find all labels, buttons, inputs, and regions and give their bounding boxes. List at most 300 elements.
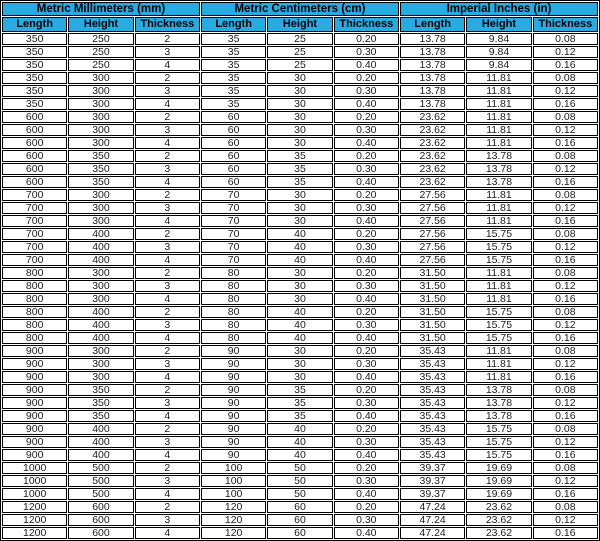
cell: 0.40 bbox=[334, 332, 399, 344]
cell: 35 bbox=[267, 397, 332, 409]
cell: 2 bbox=[135, 423, 200, 435]
cell: 0.16 bbox=[533, 254, 598, 266]
cell: 90 bbox=[201, 371, 266, 383]
cell: 3 bbox=[135, 358, 200, 370]
table-row bbox=[2, 33, 598, 45]
table-row bbox=[2, 384, 598, 396]
cell: 2 bbox=[135, 267, 200, 279]
cell: 0.20 bbox=[334, 150, 399, 162]
cell: 15.75 bbox=[466, 423, 531, 435]
cell: 90 bbox=[201, 436, 266, 448]
cell: 30 bbox=[267, 267, 332, 279]
table-row bbox=[2, 215, 598, 227]
cell: 0.16 bbox=[533, 137, 598, 149]
column-header-length-mm: Length bbox=[2, 17, 67, 32]
group-header-imperial-in: Imperial Inches (in) bbox=[400, 2, 598, 16]
column-header-thickness-mm: Thickness bbox=[135, 17, 200, 32]
column-header-thickness-cm: Thickness bbox=[334, 17, 399, 32]
cell: 13.78 bbox=[400, 85, 465, 97]
cell: 0.40 bbox=[334, 254, 399, 266]
cell: 300 bbox=[68, 202, 133, 214]
cell: 0.30 bbox=[334, 241, 399, 253]
cell: 15.75 bbox=[466, 254, 531, 266]
cell: 900 bbox=[2, 371, 67, 383]
cell: 11.81 bbox=[466, 98, 531, 110]
cell: 0.40 bbox=[334, 449, 399, 461]
cell: 39.37 bbox=[400, 462, 465, 474]
cell: 11.81 bbox=[466, 189, 531, 201]
cell: 600 bbox=[68, 527, 133, 539]
cell: 100 bbox=[201, 475, 266, 487]
cell: 60 bbox=[201, 111, 266, 123]
table-row bbox=[2, 176, 598, 188]
cell: 80 bbox=[201, 319, 266, 331]
table-row bbox=[2, 475, 598, 487]
cell: 0.12 bbox=[533, 85, 598, 97]
cell: 15.75 bbox=[466, 436, 531, 448]
cell: 300 bbox=[68, 189, 133, 201]
cell: 2 bbox=[135, 462, 200, 474]
cell: 0.40 bbox=[334, 527, 399, 539]
cell: 40 bbox=[267, 306, 332, 318]
cell: 35.43 bbox=[400, 410, 465, 422]
cell: 80 bbox=[201, 280, 266, 292]
cell: 40 bbox=[267, 254, 332, 266]
cell: 0.12 bbox=[533, 475, 598, 487]
cell: 4 bbox=[135, 488, 200, 500]
cell: 11.81 bbox=[466, 345, 531, 357]
cell: 300 bbox=[68, 267, 133, 279]
cell: 0.08 bbox=[533, 267, 598, 279]
cell: 35.43 bbox=[400, 345, 465, 357]
cell: 2 bbox=[135, 228, 200, 240]
cell: 600 bbox=[2, 150, 67, 162]
cell: 900 bbox=[2, 423, 67, 435]
table-row bbox=[2, 98, 598, 110]
cell: 800 bbox=[2, 267, 67, 279]
table-row bbox=[2, 202, 598, 214]
cell: 13.78 bbox=[466, 150, 531, 162]
cell: 70 bbox=[201, 228, 266, 240]
cell: 19.69 bbox=[466, 462, 531, 474]
cell: 0.20 bbox=[334, 423, 399, 435]
cell: 35 bbox=[201, 85, 266, 97]
cell: 23.62 bbox=[466, 527, 531, 539]
cell: 23.62 bbox=[400, 137, 465, 149]
cell: 0.30 bbox=[334, 280, 399, 292]
cell: 11.81 bbox=[466, 358, 531, 370]
cell: 0.12 bbox=[533, 124, 598, 136]
cell: 90 bbox=[201, 345, 266, 357]
cell: 500 bbox=[68, 488, 133, 500]
cell: 2 bbox=[135, 501, 200, 513]
cell: 900 bbox=[2, 449, 67, 461]
cell: 0.40 bbox=[334, 488, 399, 500]
table-row bbox=[2, 85, 598, 97]
cell: 0.12 bbox=[533, 163, 598, 175]
cell: 30 bbox=[267, 98, 332, 110]
cell: 31.50 bbox=[400, 319, 465, 331]
cell: 2 bbox=[135, 33, 200, 45]
cell: 25 bbox=[267, 33, 332, 45]
column-header-height-mm: Height bbox=[68, 17, 133, 32]
cell: 0.08 bbox=[533, 33, 598, 45]
cell: 30 bbox=[267, 358, 332, 370]
cell: 0.20 bbox=[334, 501, 399, 513]
table-row bbox=[2, 241, 598, 253]
cell: 47.24 bbox=[400, 527, 465, 539]
table-row bbox=[2, 72, 598, 84]
cell: 13.78 bbox=[466, 384, 531, 396]
cell: 900 bbox=[2, 436, 67, 448]
cell: 11.81 bbox=[466, 72, 531, 84]
cell: 0.12 bbox=[533, 436, 598, 448]
cell: 35 bbox=[267, 163, 332, 175]
cell: 300 bbox=[68, 124, 133, 136]
cell: 15.75 bbox=[466, 228, 531, 240]
cell: 350 bbox=[68, 384, 133, 396]
cell: 30 bbox=[267, 111, 332, 123]
cell: 400 bbox=[68, 319, 133, 331]
cell: 250 bbox=[68, 46, 133, 58]
cell: 3 bbox=[135, 124, 200, 136]
cell: 400 bbox=[68, 241, 133, 253]
cell: 300 bbox=[68, 293, 133, 305]
cell: 30 bbox=[267, 85, 332, 97]
cell: 300 bbox=[68, 137, 133, 149]
cell: 30 bbox=[267, 137, 332, 149]
cell: 30 bbox=[267, 345, 332, 357]
cell: 11.81 bbox=[466, 124, 531, 136]
cell: 40 bbox=[267, 228, 332, 240]
cell: 700 bbox=[2, 254, 67, 266]
cell: 300 bbox=[68, 280, 133, 292]
cell: 350 bbox=[68, 176, 133, 188]
cell: 13.78 bbox=[466, 397, 531, 409]
cell: 15.75 bbox=[466, 449, 531, 461]
cell: 11.81 bbox=[466, 371, 531, 383]
cell: 800 bbox=[2, 280, 67, 292]
cell: 400 bbox=[68, 306, 133, 318]
cell: 31.50 bbox=[400, 293, 465, 305]
cell: 0.16 bbox=[533, 371, 598, 383]
cell: 0.08 bbox=[533, 384, 598, 396]
cell: 9.84 bbox=[466, 59, 531, 71]
cell: 35.43 bbox=[400, 397, 465, 409]
cell: 0.40 bbox=[334, 293, 399, 305]
cell: 30 bbox=[267, 215, 332, 227]
cell: 400 bbox=[68, 436, 133, 448]
cell: 13.78 bbox=[400, 59, 465, 71]
cell: 300 bbox=[68, 215, 133, 227]
table-row bbox=[2, 111, 598, 123]
cell: 700 bbox=[2, 202, 67, 214]
cell: 350 bbox=[68, 397, 133, 409]
cell: 350 bbox=[68, 163, 133, 175]
cell: 23.62 bbox=[400, 150, 465, 162]
table-body bbox=[2, 33, 598, 539]
cell: 4 bbox=[135, 332, 200, 344]
cell: 0.16 bbox=[533, 293, 598, 305]
cell: 1000 bbox=[2, 462, 67, 474]
table-row bbox=[2, 306, 598, 318]
cell: 0.08 bbox=[533, 111, 598, 123]
cell: 0.08 bbox=[533, 462, 598, 474]
table-row bbox=[2, 124, 598, 136]
table-head bbox=[2, 2, 598, 32]
cell: 250 bbox=[68, 59, 133, 71]
cell: 35.43 bbox=[400, 384, 465, 396]
cell: 350 bbox=[2, 59, 67, 71]
cell: 300 bbox=[68, 111, 133, 123]
cell: 350 bbox=[68, 150, 133, 162]
cell: 300 bbox=[68, 371, 133, 383]
cell: 30 bbox=[267, 371, 332, 383]
cell: 4 bbox=[135, 410, 200, 422]
cell: 600 bbox=[2, 137, 67, 149]
cell: 23.62 bbox=[400, 124, 465, 136]
cell: 0.20 bbox=[334, 72, 399, 84]
table-row bbox=[2, 293, 598, 305]
cell: 0.40 bbox=[334, 410, 399, 422]
table-row bbox=[2, 436, 598, 448]
cell: 90 bbox=[201, 449, 266, 461]
cell: 0.30 bbox=[334, 475, 399, 487]
table-row bbox=[2, 449, 598, 461]
column-header-row bbox=[2, 17, 598, 32]
cell: 23.62 bbox=[466, 501, 531, 513]
cell: 700 bbox=[2, 189, 67, 201]
cell: 2 bbox=[135, 306, 200, 318]
cell: 3 bbox=[135, 319, 200, 331]
cell: 35.43 bbox=[400, 436, 465, 448]
cell: 0.12 bbox=[533, 46, 598, 58]
cell: 15.75 bbox=[466, 306, 531, 318]
cell: 4 bbox=[135, 137, 200, 149]
table-row bbox=[2, 228, 598, 240]
cell: 3 bbox=[135, 280, 200, 292]
cell: 90 bbox=[201, 410, 266, 422]
cell: 40 bbox=[267, 449, 332, 461]
cell: 120 bbox=[201, 527, 266, 539]
cell: 31.50 bbox=[400, 280, 465, 292]
cell: 4 bbox=[135, 449, 200, 461]
cell: 0.30 bbox=[334, 202, 399, 214]
cell: 90 bbox=[201, 397, 266, 409]
cell: 0.40 bbox=[334, 371, 399, 383]
table-row bbox=[2, 267, 598, 279]
cell: 0.30 bbox=[334, 514, 399, 526]
cell: 120 bbox=[201, 501, 266, 513]
cell: 0.20 bbox=[334, 384, 399, 396]
cell: 700 bbox=[2, 228, 67, 240]
cell: 0.20 bbox=[334, 306, 399, 318]
cell: 70 bbox=[201, 189, 266, 201]
cell: 0.16 bbox=[533, 332, 598, 344]
cell: 300 bbox=[68, 72, 133, 84]
table-row bbox=[2, 59, 598, 71]
cell: 35 bbox=[201, 59, 266, 71]
cell: 11.81 bbox=[466, 111, 531, 123]
cell: 40 bbox=[267, 332, 332, 344]
cell: 15.75 bbox=[466, 241, 531, 253]
cell: 11.81 bbox=[466, 267, 531, 279]
table-row bbox=[2, 280, 598, 292]
cell: 2 bbox=[135, 345, 200, 357]
cell: 50 bbox=[267, 462, 332, 474]
cell: 1200 bbox=[2, 501, 67, 513]
cell: 3 bbox=[135, 475, 200, 487]
cell: 30 bbox=[267, 189, 332, 201]
table-row bbox=[2, 501, 598, 513]
cell: 4 bbox=[135, 59, 200, 71]
column-header-thickness-in: Thickness bbox=[533, 17, 598, 32]
column-header-length-in: Length bbox=[400, 17, 465, 32]
cell: 0.08 bbox=[533, 501, 598, 513]
cell: 350 bbox=[2, 72, 67, 84]
cell: 2 bbox=[135, 189, 200, 201]
cell: 90 bbox=[201, 358, 266, 370]
cell: 3 bbox=[135, 46, 200, 58]
cell: 0.30 bbox=[334, 124, 399, 136]
cell: 0.08 bbox=[533, 306, 598, 318]
cell: 100 bbox=[201, 488, 266, 500]
cell: 60 bbox=[201, 150, 266, 162]
cell: 350 bbox=[2, 33, 67, 45]
cell: 800 bbox=[2, 319, 67, 331]
cell: 13.78 bbox=[400, 72, 465, 84]
cell: 27.56 bbox=[400, 189, 465, 201]
cell: 30 bbox=[267, 124, 332, 136]
cell: 39.37 bbox=[400, 475, 465, 487]
cell: 31.50 bbox=[400, 267, 465, 279]
cell: 0.12 bbox=[533, 241, 598, 253]
cell: 0.16 bbox=[533, 410, 598, 422]
cell: 600 bbox=[2, 124, 67, 136]
cell: 27.56 bbox=[400, 228, 465, 240]
cell: 80 bbox=[201, 267, 266, 279]
cell: 0.16 bbox=[533, 215, 598, 227]
column-header-length-cm: Length bbox=[201, 17, 266, 32]
cell: 50 bbox=[267, 488, 332, 500]
cell: 4 bbox=[135, 98, 200, 110]
cell: 0.40 bbox=[334, 137, 399, 149]
cell: 2 bbox=[135, 150, 200, 162]
cell: 0.20 bbox=[334, 189, 399, 201]
table-row bbox=[2, 358, 598, 370]
cell: 70 bbox=[201, 202, 266, 214]
table-row bbox=[2, 163, 598, 175]
cell: 60 bbox=[201, 176, 266, 188]
cell: 35 bbox=[201, 46, 266, 58]
cell: 0.12 bbox=[533, 319, 598, 331]
cell: 900 bbox=[2, 345, 67, 357]
cell: 1000 bbox=[2, 475, 67, 487]
cell: 15.75 bbox=[466, 332, 531, 344]
cell: 0.12 bbox=[533, 358, 598, 370]
cell: 0.40 bbox=[334, 176, 399, 188]
cell: 400 bbox=[68, 254, 133, 266]
cell: 1000 bbox=[2, 488, 67, 500]
cell: 350 bbox=[2, 85, 67, 97]
table-row bbox=[2, 527, 598, 539]
cell: 300 bbox=[68, 98, 133, 110]
cell: 0.08 bbox=[533, 423, 598, 435]
cell: 25 bbox=[267, 46, 332, 58]
cell: 35.43 bbox=[400, 371, 465, 383]
cell: 0.20 bbox=[334, 345, 399, 357]
group-header-row bbox=[2, 2, 598, 16]
cell: 0.16 bbox=[533, 98, 598, 110]
cell: 40 bbox=[267, 436, 332, 448]
cell: 70 bbox=[201, 241, 266, 253]
cell: 350 bbox=[68, 410, 133, 422]
cell: 800 bbox=[2, 293, 67, 305]
cell: 30 bbox=[267, 202, 332, 214]
cell: 900 bbox=[2, 397, 67, 409]
cell: 900 bbox=[2, 410, 67, 422]
cell: 60 bbox=[201, 124, 266, 136]
cell: 300 bbox=[68, 358, 133, 370]
cell: 0.08 bbox=[533, 345, 598, 357]
cell: 70 bbox=[201, 215, 266, 227]
table-row bbox=[2, 397, 598, 409]
cell: 2 bbox=[135, 72, 200, 84]
cell: 60 bbox=[267, 501, 332, 513]
cell: 4 bbox=[135, 215, 200, 227]
cell: 35.43 bbox=[400, 358, 465, 370]
cell: 40 bbox=[267, 241, 332, 253]
cell: 11.81 bbox=[466, 293, 531, 305]
cell: 13.78 bbox=[466, 410, 531, 422]
cell: 60 bbox=[201, 163, 266, 175]
cell: 0.16 bbox=[533, 527, 598, 539]
table-row bbox=[2, 345, 598, 357]
cell: 90 bbox=[201, 423, 266, 435]
table-row bbox=[2, 46, 598, 58]
cell: 300 bbox=[68, 345, 133, 357]
cell: 0.20 bbox=[334, 228, 399, 240]
cell: 35 bbox=[267, 150, 332, 162]
cell: 50 bbox=[267, 475, 332, 487]
cell: 13.78 bbox=[400, 33, 465, 45]
cell: 0.20 bbox=[334, 267, 399, 279]
cell: 35 bbox=[267, 384, 332, 396]
cell: 1200 bbox=[2, 527, 67, 539]
cell: 600 bbox=[68, 514, 133, 526]
cell: 0.30 bbox=[334, 397, 399, 409]
cell: 4 bbox=[135, 254, 200, 266]
cell: 4 bbox=[135, 293, 200, 305]
cell: 0.12 bbox=[533, 514, 598, 526]
cell: 35 bbox=[201, 33, 266, 45]
cell: 120 bbox=[201, 514, 266, 526]
cell: 600 bbox=[2, 176, 67, 188]
cell: 1200 bbox=[2, 514, 67, 526]
cell: 500 bbox=[68, 475, 133, 487]
cell: 700 bbox=[2, 215, 67, 227]
cell: 39.37 bbox=[400, 488, 465, 500]
cell: 13.78 bbox=[400, 46, 465, 58]
cell: 3 bbox=[135, 397, 200, 409]
cell: 15.75 bbox=[466, 319, 531, 331]
group-header-metric-cm: Metric Centimeters (cm) bbox=[201, 2, 399, 16]
cell: 9.84 bbox=[466, 33, 531, 45]
cell: 350 bbox=[2, 46, 67, 58]
cell: 27.56 bbox=[400, 241, 465, 253]
cell: 0.30 bbox=[334, 85, 399, 97]
cell: 27.56 bbox=[400, 202, 465, 214]
